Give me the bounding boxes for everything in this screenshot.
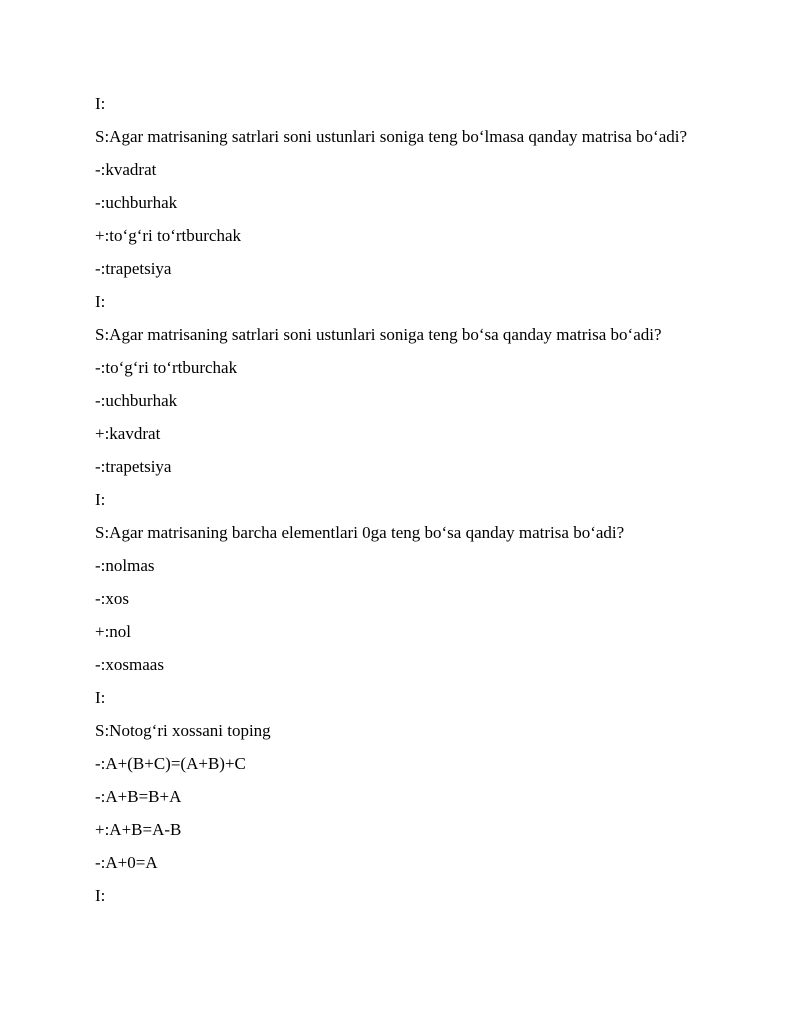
document-body xyxy=(95,93,715,918)
question-text: S:Agar matrisaning satrlari soni ustunlari soniga teng bo‘lmasa qanday matrisa bo‘adi? xyxy=(95,127,688,146)
answer-option: -:A+0=A xyxy=(95,853,158,872)
answer-option: -:uchburhak xyxy=(95,193,178,212)
correct-answer-option: +:A+B=A-B xyxy=(95,820,182,839)
answer-option: -:xosmaas xyxy=(95,655,164,674)
answer-option: -:trapetsiya xyxy=(95,259,172,278)
answer-option: -:A+(B+C)=(A+B)+C xyxy=(95,754,246,773)
question-text: S:Agar matrisaning satrlari soni ustunlari soniga teng bo‘sa qanday matrisa bo‘adi? xyxy=(95,325,662,344)
item-marker: I: xyxy=(95,490,106,509)
answer-option: -:kvadrat xyxy=(95,160,157,179)
question-text: S:Notog‘ri xossani toping xyxy=(95,721,271,740)
answer-option: -:xos xyxy=(95,589,129,608)
item-marker: I: xyxy=(95,688,106,707)
question-text: S:Agar matrisaning barcha elementlari 0ga teng bo‘sa qanday matrisa bo‘adi? xyxy=(95,523,625,542)
item-marker: I: xyxy=(95,886,106,905)
correct-answer-option: +:nol xyxy=(95,622,132,641)
answer-option: -:nolmas xyxy=(95,556,155,575)
answer-option: -:to‘g‘ri to‘rtburchak xyxy=(95,358,238,377)
answer-option: -:A+B=B+A xyxy=(95,787,182,806)
answer-option: -:trapetsiya xyxy=(95,457,172,476)
answer-option: -:uchburhak xyxy=(95,391,178,410)
item-marker: I: xyxy=(95,292,106,311)
correct-answer-option: +:kavdrat xyxy=(95,424,161,443)
correct-answer-option: +:to‘g‘ri to‘rtburchak xyxy=(95,226,242,245)
item-marker: I: xyxy=(95,94,106,113)
